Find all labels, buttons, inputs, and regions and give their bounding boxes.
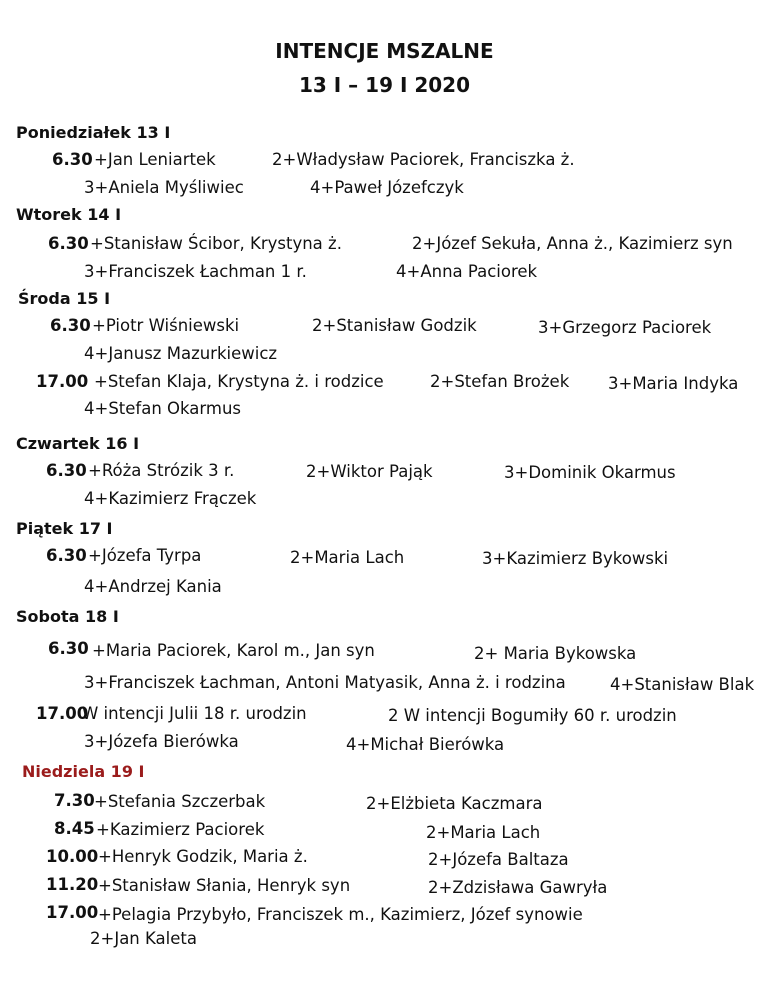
intention: +Stefania Szczerbak [94, 792, 266, 811]
intention: +Kazimierz Paciorek [96, 820, 265, 839]
intention: +Stanisław Ścibor, Krystyna ż. [90, 234, 342, 253]
mass-time: 17.00 [46, 903, 99, 922]
intention: 4+Andrzej Kania [84, 577, 222, 596]
mass-time: 6.30 [46, 461, 87, 480]
intention: +Piotr Wiśniewski [92, 316, 240, 335]
intention: 2+Zdzisława Gawryła [428, 878, 608, 897]
intention: 2+Władysław Paciorek, Franciszka ż. [272, 150, 575, 169]
day-heading-friday: Piątek 17 I [16, 519, 113, 538]
page-subtitle: 13 I – 19 I 2020 [298, 73, 471, 97]
intention: 3+Dominik Okarmus [504, 463, 676, 482]
intention: 3+Franciszek Łachman 1 r. [84, 262, 307, 281]
intention: 3+Franciszek Łachman, Antoni Matyasik, Anna ż. i rodzina [84, 673, 566, 692]
intention: 2+Stanisław Godzik [312, 316, 477, 335]
intention: 4+Michał Bierówka [346, 735, 505, 754]
intention: +Jan Leniartek [94, 150, 216, 169]
intention: +Józefa Tyrpa [88, 546, 202, 565]
intention: 2+Maria Lach [426, 823, 541, 842]
intention: +Henryk Godzik, Maria ż. [98, 847, 308, 866]
day-heading-wednesday: Środa 15 I [18, 289, 111, 308]
intention: 4+Kazimierz Frączek [84, 489, 257, 508]
intention: 2 W intencji Bogumiły 60 r. urodzin [388, 706, 677, 725]
intention: 2+Maria Lach [290, 548, 405, 567]
mass-time: 7.30 [54, 791, 95, 810]
intention: +Stefan Klaja, Krystyna ż. i rodzice [94, 372, 384, 391]
mass-time: 17.00 [36, 704, 89, 723]
intention: +Róża Strózik 3 r. [88, 461, 235, 480]
day-heading-tuesday: Wtorek 14 I [16, 205, 122, 224]
day-heading-sunday: Niedziela 19 I [22, 762, 145, 781]
intention: +Stanisław Słania, Henryk syn [98, 876, 351, 895]
intention: 2+Stefan Brożek [430, 372, 570, 391]
intention: 3+Aniela Myśliwiec [84, 178, 244, 197]
mass-time: 6.30 [48, 639, 89, 658]
intention: 4+Anna Paciorek [396, 262, 538, 281]
day-heading-thursday: Czwartek 16 I [16, 434, 140, 453]
mass-time: 6.30 [52, 150, 93, 169]
intention: 4+Paweł Józefczyk [310, 178, 464, 197]
intention: W intencji Julii 18 r. urodzin [82, 704, 307, 723]
intention: 4+Janusz Mazurkiewicz [84, 344, 278, 363]
intention: 2+Elżbieta Kaczmara [366, 794, 543, 813]
intention: 3+Kazimierz Bykowski [482, 549, 669, 568]
intention: 4+Stefan Okarmus [84, 399, 242, 418]
mass-time: 6.30 [48, 234, 89, 253]
intention: 3+Józefa Bierówka [84, 732, 239, 751]
day-heading-monday: Poniedziałek 13 I [16, 123, 171, 142]
intention: 4+Stanisław Blak [610, 675, 755, 694]
intention: +Pelagia Przybyło, Franciszek m., Kazimierz, Józef synowie [98, 905, 583, 924]
intention: 3+Maria Indyka [608, 374, 739, 393]
mass-time: 8.45 [54, 819, 95, 838]
intention: 2+ Maria Bykowska [474, 644, 637, 663]
day-heading-saturday: Sobota 18 I [16, 607, 119, 626]
intention: +Maria Paciorek, Karol m., Jan syn [92, 641, 375, 660]
mass-time: 17.00 [36, 372, 89, 391]
mass-time: 11.20 [46, 875, 99, 894]
page-title: INTENCJE MSZALNE [275, 39, 494, 63]
intention: 2+Jan Kaleta [90, 929, 197, 948]
mass-time: 6.30 [46, 546, 87, 565]
intention: 2+Józefa Baltaza [428, 850, 569, 869]
intention: 2+Wiktor Pająk [306, 462, 433, 481]
mass-time: 6.30 [50, 316, 91, 335]
mass-time: 10.00 [46, 847, 99, 866]
intention: 2+Józef Sekuła, Anna ż., Kazimierz syn [412, 234, 733, 253]
intention: 3+Grzegorz Paciorek [538, 318, 712, 337]
